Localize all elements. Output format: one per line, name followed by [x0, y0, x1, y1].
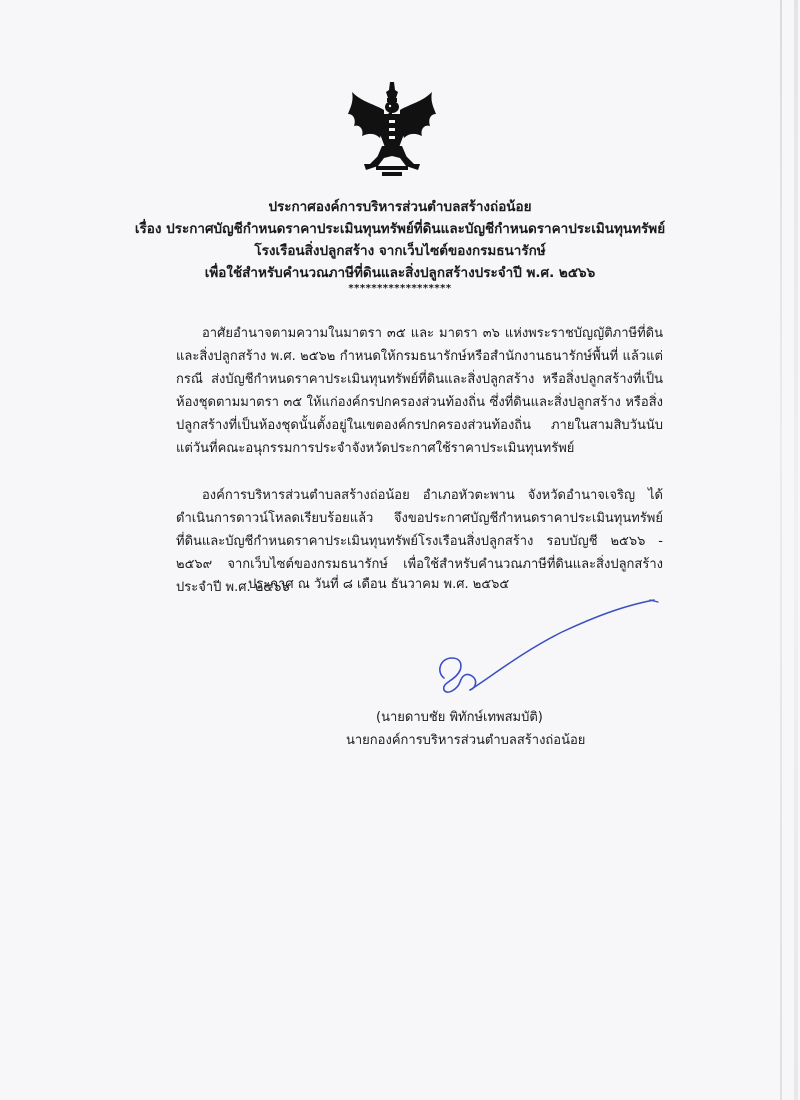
body-paragraph-2: องค์การบริหารส่วนตำบลสร้างถ่อน้อย อำเภอหัวตะพาน จังหวัดอำนาจเจริญ ได้ดำเนินการดาวน์โหลดเรียบร้อยแล้ว จึงขอประกาศบัญชีกำหนดราคาประเมินทุนทรัพย์ที่ดินและบัญชีกำหนดราคาประเมินทุนทรัพย์โรงเรือนสิ่งปลูกสร้าง รอบบัญชี ๒๕๖๖ - ๒๕๖๙ จากเว็บไซต์ของกรมธนารักษ์ เพื่อใช้สำหรับคำนวณภาษีที่ดินและสิ่งปลูกสร้าง ประจำปี พ.ศ. ๒๕๖๖: [176, 488, 663, 595]
announcement-subject: เรื่อง ประกาศบัญชีกำหนดราคาประเมินทุนทรัพย์ที่ดินและบัญชีกำหนดราคาประเมินทุนทรัพย์: [134, 221, 666, 237]
announcement-subject-cont: โรงเรือนสิ่งปลูกสร้าง จากเว็บไซต์ของกรมธนารักษ์: [254, 243, 546, 259]
body-paragraph-1: อาศัยอำนาจตามความในมาตรา ๓๕ และ มาตรา ๓๖ แห่งพระราชบัญญัติภาษีที่ดินและสิ่งปลูกสร้าง พ.ศ. ๒๕๖๒ กำหนดให้กรมธนารักษ์หรือสำนักงานธนารักษ์พื้นที่ แล้วแต่กรณี ส่งบัญชีกำหนดราคาประเมินทุนทรัพย์ที่ดินและสิ่งปลูกสร้าง หรือสิ่งปลูกสร้างที่เป็นห้องชุดตามมาตรา ๓๕ ให้แก่องค์กรปกครองส่วนท้องถิ่น ซึ่งที่ดินและสิ่งปลูกสร้าง หรือสิ่งปลูกสร้างที่เป็นห้องชุดนั้นตั้งอยู่ในเขตองค์กรปกครองส่วนท้องถิ่น ภายในสามสิบวันนับแต่วันที่คณะอนุกรรมการประจำจังหวัดประกาศใช้ราคาประเมินทุนทรัพย์: [176, 326, 663, 456]
separator: ******************: [348, 283, 452, 294]
announcement-purpose: เพื่อใช้สำหรับคำนวณภาษีที่ดินและสิ่งปลูกสร้างประจำปี พ.ศ. ๒๕๖๖: [204, 265, 596, 281]
announcement-date: ประกาศ ณ วันที่ ๘ เดือน ธันวาคม พ.ศ. ๒๕๖๕: [248, 577, 510, 592]
signature-image: [432, 592, 672, 702]
garuda-emblem-icon: [346, 80, 438, 178]
scan-edge: [780, 0, 782, 1100]
signer-name: (นายดาบชัย พิทักษ์เทพสมบัติ): [376, 710, 543, 725]
signer-title: นายกองค์การบริหารส่วนตำบลสร้างถ่อน้อย: [346, 733, 586, 748]
announcement-title: ประกาศองค์การบริหารส่วนตำบลสร้างถ่อน้อย: [268, 199, 532, 215]
scan-edge-outer: [794, 0, 798, 1100]
